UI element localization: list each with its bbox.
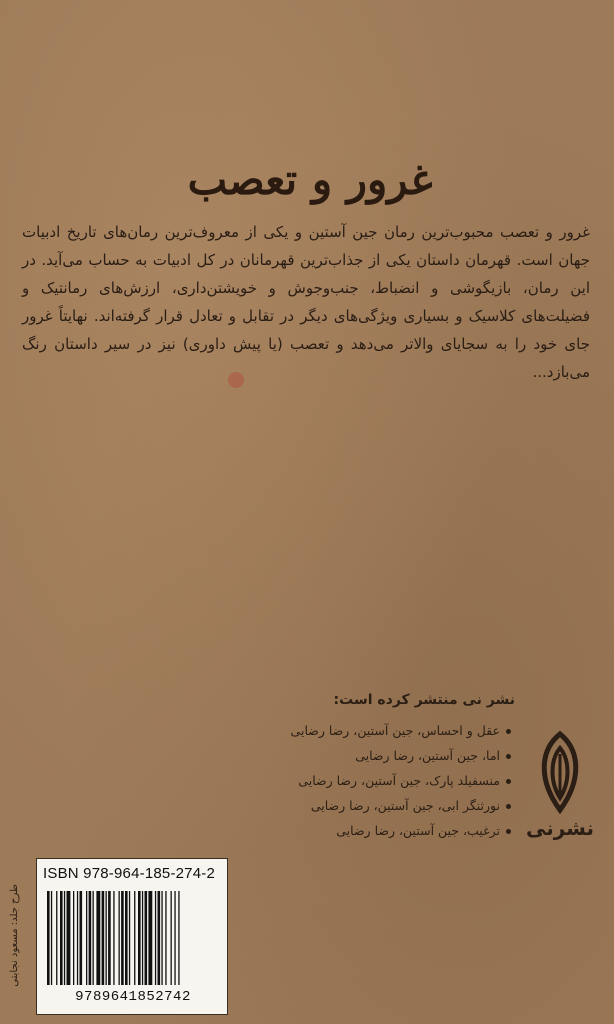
- list-item: ترغیب، جین آستین، رضا رضایی: [270, 818, 515, 843]
- barcode-bar: [89, 891, 92, 985]
- barcode-bar: [145, 891, 148, 985]
- barcode-bar: [56, 891, 57, 985]
- barcode-bar: [108, 891, 111, 985]
- bullet-icon: [506, 729, 511, 734]
- barcode-bar: [134, 891, 135, 985]
- barcode-bar: [113, 891, 114, 985]
- publisher-list-heading: نشر نی منتشر کرده است:: [333, 692, 515, 708]
- barcode-bar: [125, 891, 128, 985]
- barcode-bar: [171, 891, 172, 985]
- barcode-bar: [47, 891, 50, 985]
- bullet-icon: [506, 779, 511, 784]
- barcode-bar: [142, 891, 143, 985]
- barcode-bar: [165, 891, 166, 985]
- book-blurb: [22, 218, 590, 386]
- barcode-bar: [119, 891, 120, 985]
- barcode-bar: [148, 891, 152, 985]
- publisher-logo-text: نشرنی: [525, 816, 595, 840]
- barcode-bar: [93, 891, 94, 985]
- reed-leaf-icon: [532, 730, 588, 814]
- barcode-bar: [86, 891, 87, 985]
- barcode-bar: [121, 891, 124, 985]
- barcode-bar: [155, 891, 156, 985]
- barcode-bar: [96, 891, 100, 985]
- list-item: نورثنگر ابی، جین آستین، رضا رضایی: [270, 793, 515, 818]
- barcode-bar: [80, 891, 83, 985]
- barcode-bar: [178, 891, 179, 985]
- cover-design-credit: طرح جلد: مسعود نجابتی: [9, 884, 20, 987]
- barcode-bar: [174, 891, 175, 985]
- publisher-list-section: [270, 692, 515, 843]
- book-title: غرور و تعصب: [187, 155, 433, 204]
- barcode-bar: [158, 891, 161, 985]
- barcode-bar: [161, 891, 162, 985]
- barcode-bar: [51, 891, 52, 985]
- isbn-digits: 9789641852742: [75, 989, 191, 1005]
- barcode-bar: [102, 891, 105, 985]
- bullet-icon: [506, 829, 511, 834]
- isbn-label: ISBN 978-964-185-274-2: [43, 865, 216, 882]
- barcode-bar: [60, 891, 63, 985]
- bullet-icon: [506, 754, 511, 759]
- isbn-barcode-box: [36, 858, 228, 1015]
- barcode-icon: [45, 891, 219, 987]
- barcode-bar: [73, 891, 74, 985]
- barcode-bar: [67, 891, 71, 985]
- list-item: منسفیلد پارک، جین آستین، رضا رضایی: [270, 768, 515, 793]
- blurb-paragraph: غرور و تعصب محبوب‌ترین رمان جین آستین و یکی از معروف‌ترین رمان‌های تاریخ ادبیات جهان است. قهرمان داستان یکی از جذاب‌ترین قهرمانان در کل ادبیات به حساب می‌آید. در این رمان، بازیگوشی و انضباط، جنب‌وجوش و خویشتن‌داری، ارزش‌های رمانتیک و فضیلت‌های کلاسیک و بسیاری ویژگی‌های دیگر در تقابل و تعادل قرار گرفته‌اند. نهایتاً غرور جای خود را به سجایای والاتر می‌دهد و تعصب (یا پیش داوری) نیز در سیر داستان رنگ می‌بازد...: [22, 223, 590, 381]
- list-item: اما، جین آستین، رضا رضایی: [270, 743, 515, 768]
- list-item: عقل و احساس، جین آستین، رضا رضایی: [270, 718, 515, 743]
- publisher-logo: [525, 730, 595, 850]
- barcode-bar: [106, 891, 107, 985]
- publisher-book-list: [270, 718, 515, 843]
- barcode-bar: [138, 891, 141, 985]
- bullet-icon: [506, 804, 511, 809]
- barcode-bar: [129, 891, 130, 985]
- barcode-bar: [64, 891, 65, 985]
- barcode-bar: [77, 891, 78, 985]
